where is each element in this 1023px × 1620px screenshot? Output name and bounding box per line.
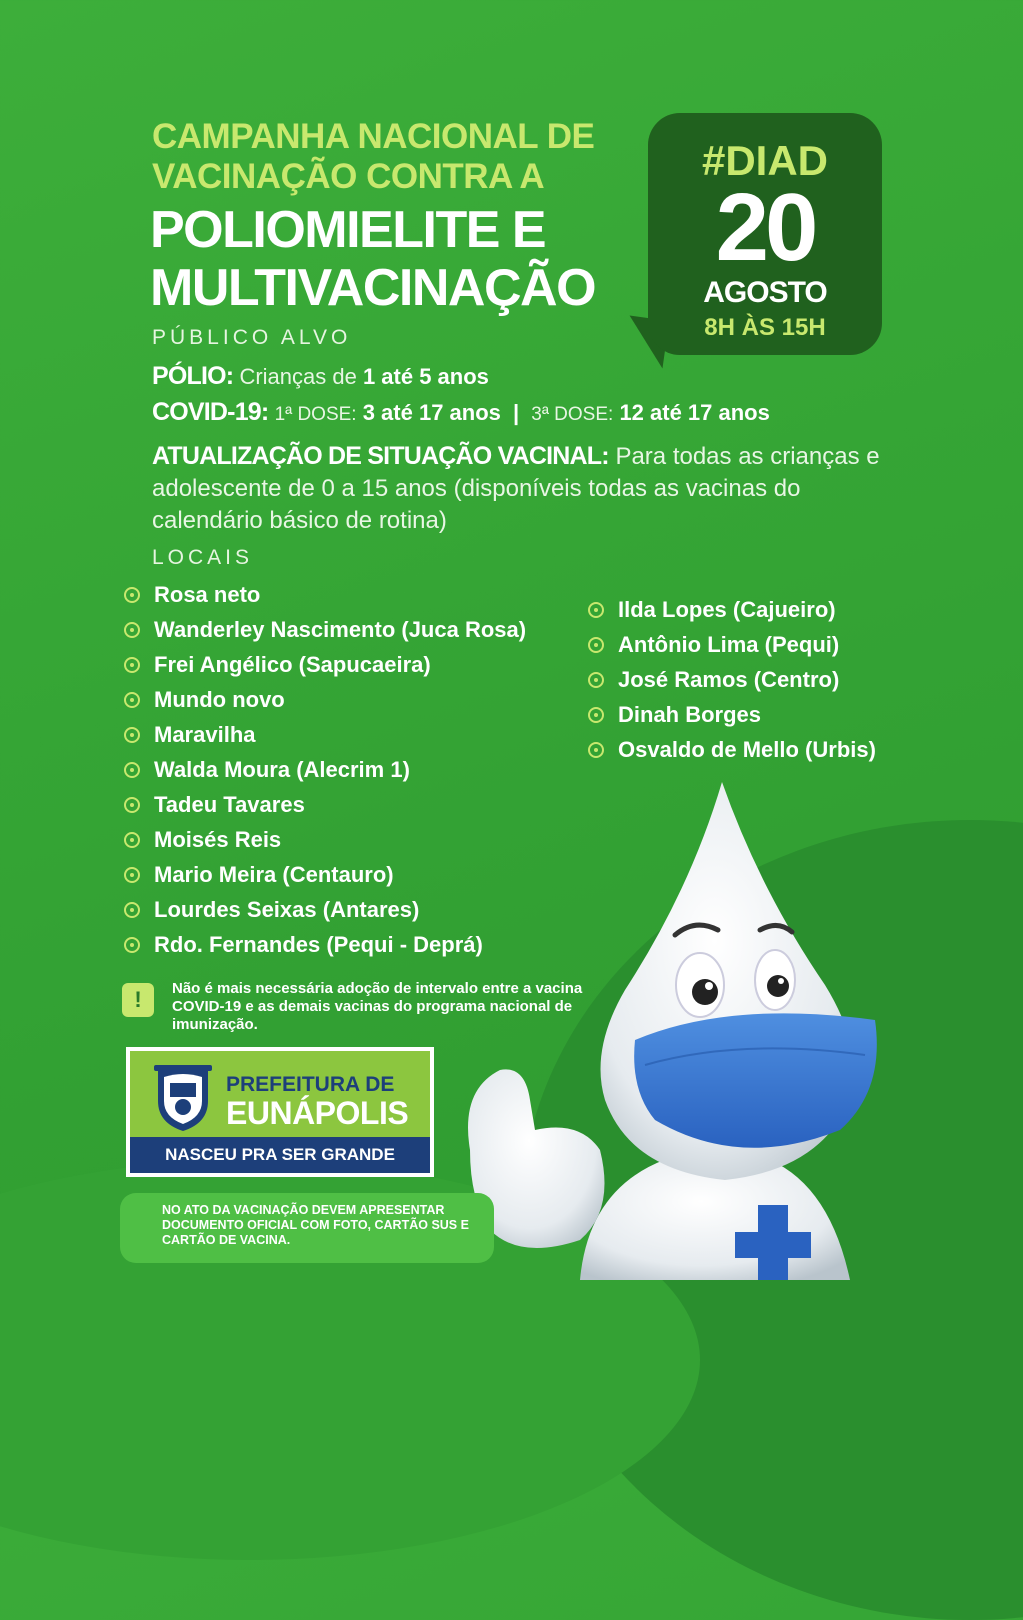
location-item: [124, 897, 419, 923]
location-name: Osvaldo de Mello (Urbis): [618, 737, 876, 762]
location-item: [124, 827, 281, 853]
campaign-title-line1: CAMPANHA NACIONAL DE: [152, 117, 595, 156]
location-name: Mundo novo: [154, 687, 285, 712]
location-pin-icon: [124, 832, 140, 848]
location-item: [124, 792, 305, 818]
location-name: Rosa neto: [154, 582, 261, 607]
logo-line2: EUNÁPOLIS: [226, 1095, 409, 1131]
location-name: Wanderley Nascimento (Juca Rosa): [154, 617, 527, 642]
location-pin-icon: [588, 742, 604, 758]
location-name: Moisés Reis: [154, 827, 282, 852]
vaccine-drop-mascot: [440, 770, 1023, 1280]
locations-label: LOCAIS: [152, 546, 254, 569]
update-label: ATUALIZAÇÃO DE SITUAÇÃO VACINAL:: [152, 442, 609, 470]
location-name: Frei Angélico (Sapucaeira): [154, 652, 431, 677]
polio-line: [152, 362, 489, 391]
location-pin-icon: [124, 727, 140, 743]
covid-dose3-range: 12 até 17 anos: [619, 400, 770, 425]
polio-text: Crianças de: [239, 364, 357, 389]
location-item: [588, 597, 836, 623]
location-name: Lourdes Seixas (Antares): [154, 897, 420, 922]
location-name: Maravilha: [154, 722, 256, 747]
location-pin-icon: [124, 797, 140, 813]
covid-dose3-label: 3ª DOSE:: [531, 404, 614, 425]
badge-month: AGOSTO: [703, 276, 827, 309]
location-pin-icon: [124, 587, 140, 603]
location-item: [124, 722, 256, 748]
covid-label: COVID-19:: [152, 398, 269, 426]
location-pin-icon: [588, 707, 604, 723]
location-name: Mario Meira (Centauro): [154, 862, 394, 887]
documents-notice: [120, 1193, 494, 1263]
location-item: [588, 632, 839, 658]
location-item: [588, 667, 839, 693]
location-pin-icon: [124, 622, 140, 638]
location-item: [124, 687, 285, 713]
prefeitura-logo: [126, 1047, 434, 1177]
location-pin-icon: [588, 672, 604, 688]
location-name: Tadeu Tavares: [154, 792, 305, 817]
location-item: [124, 617, 526, 643]
covid-dose1-label: 1ª DOSE:: [274, 404, 357, 425]
location-name: Walda Moura (Alecrim 1): [154, 757, 410, 782]
location-pin-icon: [124, 762, 140, 778]
location-pin-icon: [124, 867, 140, 883]
logo-line1: PREFEITURA DE: [226, 1073, 395, 1096]
location-pin-icon: [124, 937, 140, 953]
update-text: Para todas as crianças e adolescente de 0 a 15 anos (disponíveis todas as vacinas do calendário básico de rotina): [152, 443, 880, 534]
location-name: Dinah Borges: [618, 702, 762, 727]
target-label: PÚBLICO ALVO: [152, 326, 352, 349]
covid-separator: |: [513, 400, 520, 425]
badge-day: 20: [715, 174, 815, 281]
campaign-title-line2: VACINAÇÃO CONTRA A: [152, 157, 545, 196]
location-name: Ilda Lopes (Cajueiro): [618, 597, 836, 622]
location-pin-icon: [588, 602, 604, 618]
location-pin-icon: [124, 657, 140, 673]
logo-slogan: NASCEU PRA SER GRANDE: [130, 1137, 430, 1173]
location-name: Antônio Lima (Pequi): [618, 632, 840, 657]
location-item: [588, 702, 761, 728]
covid-dose1-range: 3 até 17 anos: [362, 400, 501, 425]
location-name: Rdo. Fernandes (Pequi - Deprá): [154, 932, 483, 957]
location-item: [124, 582, 260, 608]
logo-green-panel: [130, 1051, 430, 1137]
campaign-title-line3: POLIOMIELITE E: [150, 201, 546, 259]
exclamation-bubble-icon: !: [122, 983, 154, 1017]
location-pin-icon: [588, 637, 604, 653]
location-item: [124, 932, 483, 958]
badge-hashtag: #DIAD: [701, 137, 829, 184]
polio-range: 1 até 5 anos: [362, 364, 489, 389]
badge-hours: 8H ÀS 15H: [704, 314, 826, 341]
polio-label: PÓLIO:: [152, 362, 234, 390]
location-item: [124, 862, 394, 888]
documents-text: NO ATO DA VACINAÇÃO DEVEM APRESENTAR DOCUMENTO OFICIAL COM FOTO, CARTÃO SUS E CARTÃO DE VACINA.: [162, 1203, 469, 1247]
location-item: [588, 737, 876, 763]
vaccination-update-paragraph: [152, 440, 892, 537]
location-item: [124, 652, 431, 678]
campaign-title-line4: MULTIVACINAÇÃO: [150, 259, 596, 317]
location-item: [124, 757, 410, 783]
interval-note: Não é mais necessária adoção de intervalo entre a vacina COVID-19 e as demais vacinas do programa nacional de imunização.: [172, 980, 583, 1033]
city-crest-icon: [148, 1061, 218, 1133]
location-pin-icon: [124, 692, 140, 708]
location-pin-icon: [124, 902, 140, 918]
covid-line: [152, 398, 770, 427]
location-name: José Ramos (Centro): [618, 667, 840, 692]
